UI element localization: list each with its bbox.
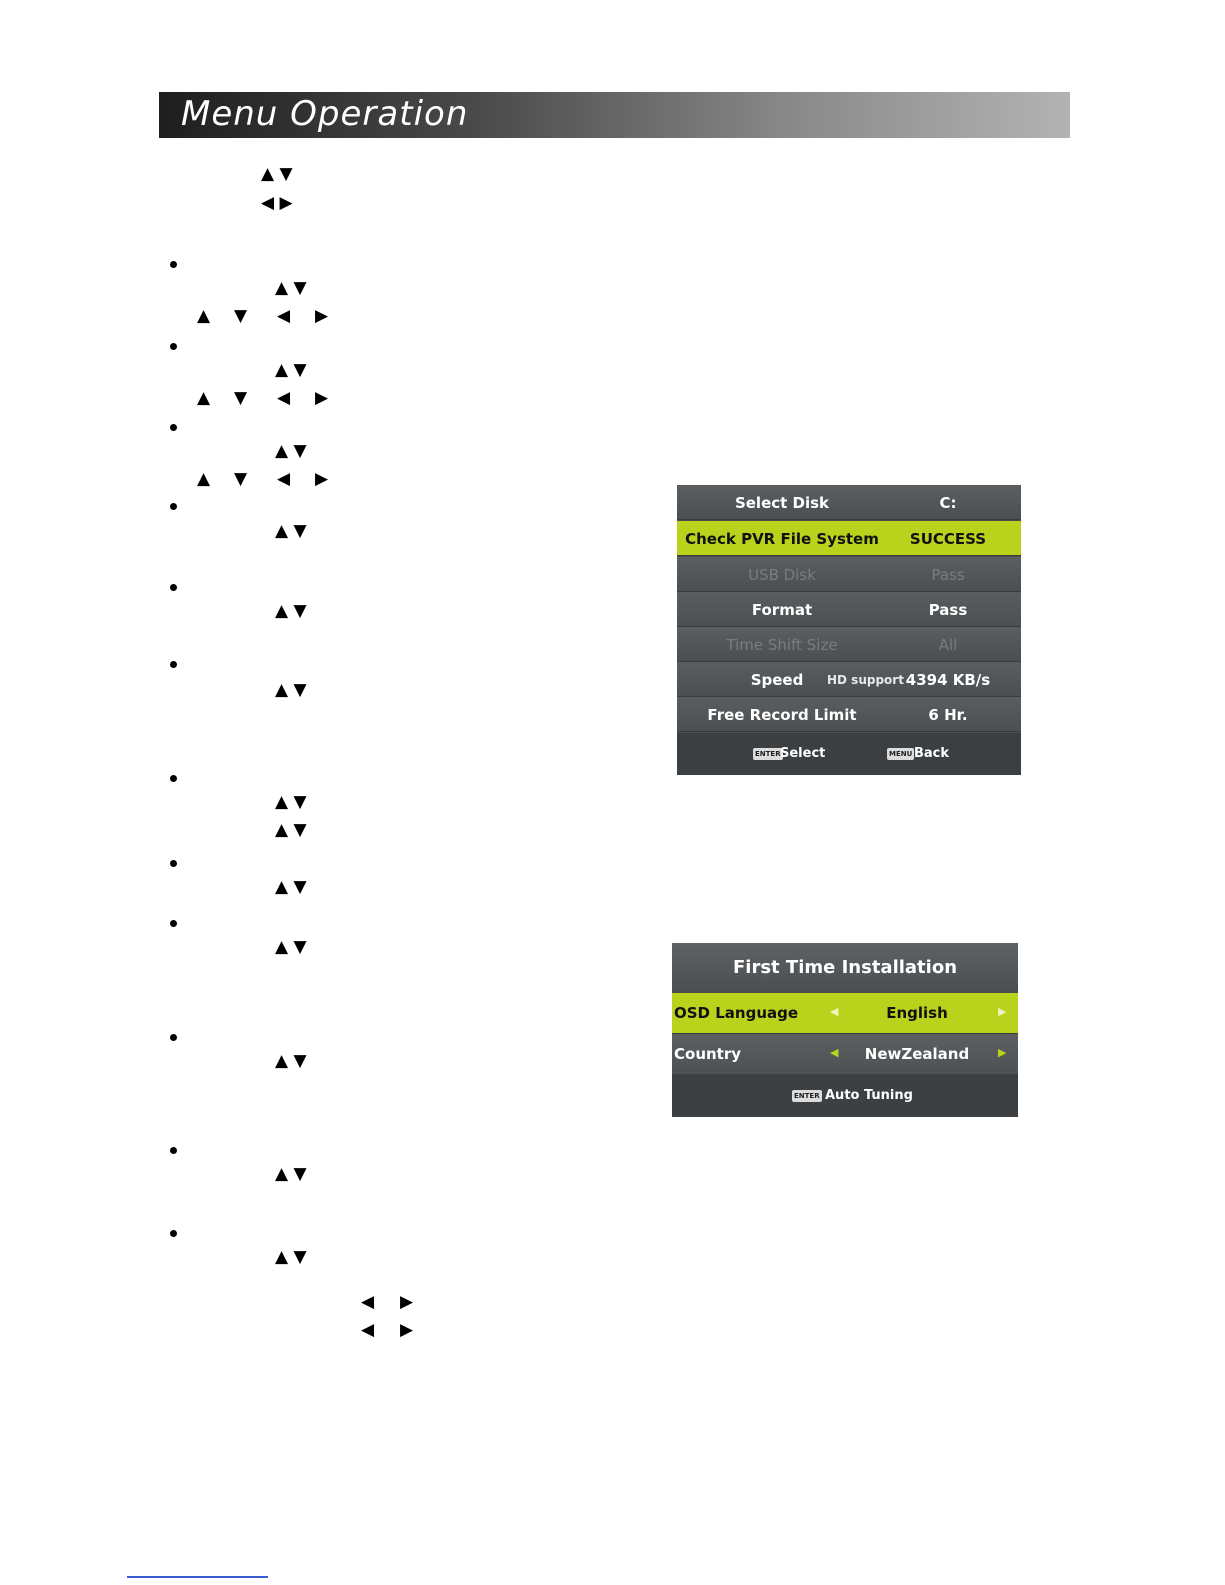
left-arrow-icon: ◀ <box>361 1292 375 1312</box>
pvr-row-label: USB Disk <box>748 566 816 584</box>
up-down-arrows-icon: ▲ ▼ <box>275 441 307 461</box>
up-arrow-icon: ▲ <box>197 388 211 408</box>
up-down-arrows-icon: ▲ ▼ <box>261 164 293 184</box>
bullet-icon <box>170 1230 177 1237</box>
fti-footer <box>672 1075 1018 1117</box>
up-down-arrows-icon: ▲ ▼ <box>275 521 307 541</box>
up-down-arrows-icon: ▲ ▼ <box>275 680 307 700</box>
select-hint: Select <box>780 746 826 761</box>
bullet-icon <box>170 584 177 591</box>
up-down-arrows-icon: ▲ ▼ <box>275 360 307 380</box>
up-down-arrows-icon: ▲ ▼ <box>275 601 307 621</box>
up-down-arrows-icon: ▲ ▼ <box>275 1164 307 1184</box>
pvr-row-format[interactable] <box>677 592 1021 627</box>
right-arrow-icon: ▶ <box>400 1320 414 1340</box>
bullet-icon <box>170 343 177 350</box>
enter-key-icon: ENTER <box>755 750 781 758</box>
left-arrow-icon[interactable]: ◀ <box>830 1005 839 1018</box>
pvr-row-check-file-system[interactable] <box>677 521 1021 556</box>
pvr-row-label: Time Shift Size <box>726 636 838 654</box>
pvr-row-speed[interactable] <box>677 662 1021 697</box>
left-right-arrows-icon: ◀ ▶ <box>261 193 293 213</box>
pvr-row-label: Format <box>751 601 813 619</box>
country-row[interactable] <box>672 1034 1018 1075</box>
bullet-icon <box>170 1147 177 1154</box>
up-down-arrows-icon: ▲ ▼ <box>275 937 307 957</box>
bullet-icon <box>170 661 177 668</box>
right-arrow-icon: ▶ <box>400 1292 414 1312</box>
pvr-row-label: Select Disk <box>734 494 830 512</box>
bullet-icon <box>170 920 177 927</box>
down-arrow-icon: ▼ <box>234 469 248 489</box>
pvr-row-label: Speed <box>750 671 804 689</box>
hd-support-tag: HD support <box>827 673 904 687</box>
up-down-arrows-icon: ▲ ▼ <box>275 792 307 812</box>
bullet-icon <box>170 860 177 867</box>
bullet-icon <box>170 424 177 431</box>
right-arrow-icon[interactable]: ▶ <box>998 1046 1007 1059</box>
section-header-banner <box>159 92 1070 138</box>
pvr-footer <box>677 733 1021 775</box>
pvr-row-free-record-limit[interactable] <box>677 697 1021 732</box>
right-arrow-icon: ▶ <box>315 306 329 326</box>
osd-language-label: OSD Language <box>674 1004 799 1022</box>
country-label: Country <box>674 1045 742 1063</box>
bullet-icon <box>170 503 177 510</box>
pvr-row-usb-disk <box>677 557 1021 592</box>
section-title: Menu Operation <box>181 94 469 134</box>
pvr-row-value: Pass <box>931 566 965 584</box>
up-down-arrows-icon: ▲ ▼ <box>275 877 307 897</box>
right-arrow-icon: ▶ <box>315 388 329 408</box>
country-value: NewZealand <box>864 1045 970 1063</box>
up-arrow-icon: ▲ <box>197 469 211 489</box>
pvr-row-value: 4394 KB/s <box>905 671 991 689</box>
menu-key-icon: MENU <box>889 750 913 758</box>
bullet-icon <box>170 775 177 782</box>
right-arrow-icon[interactable]: ▶ <box>998 1005 1007 1018</box>
down-arrow-icon: ▼ <box>234 306 248 326</box>
left-arrow-icon: ◀ <box>277 388 291 408</box>
right-arrow-icon: ▶ <box>315 469 329 489</box>
enter-key-icon: ENTER <box>794 1092 820 1100</box>
footer-link-underline <box>127 1576 268 1578</box>
pvr-row-label: Check PVR File System <box>685 530 879 548</box>
auto-tuning-hint: Auto Tuning <box>825 1088 913 1103</box>
bullet-icon <box>170 1034 177 1041</box>
panel-title: First Time Installation <box>672 943 1018 993</box>
pvr-row-time-shift-size <box>677 627 1021 662</box>
left-arrow-icon: ◀ <box>277 469 291 489</box>
up-down-arrows-icon: ▲ ▼ <box>275 1247 307 1267</box>
left-arrow-icon: ◀ <box>277 306 291 326</box>
first-time-installation-panel <box>672 943 1018 1117</box>
pvr-row-value: 6 Hr. <box>928 706 968 724</box>
osd-language-row[interactable] <box>672 993 1018 1034</box>
pvr-row-select-disk[interactable] <box>677 485 1021 520</box>
up-down-arrows-icon: ▲ ▼ <box>275 1051 307 1071</box>
down-arrow-icon: ▼ <box>234 388 248 408</box>
up-arrow-icon: ▲ <box>197 306 211 326</box>
pvr-row-value: SUCCESS <box>909 530 987 548</box>
pvr-file-system-panel <box>677 485 1021 775</box>
pvr-row-value: C: <box>939 494 957 512</box>
bullet-icon <box>170 261 177 268</box>
up-down-arrows-icon: ▲ ▼ <box>275 278 307 298</box>
pvr-row-label: Free Record Limit <box>707 706 857 724</box>
pvr-row-value: All <box>938 636 958 654</box>
back-hint: Back <box>914 746 950 761</box>
osd-language-value: English <box>886 1004 948 1022</box>
left-arrow-icon[interactable]: ◀ <box>830 1046 839 1059</box>
left-arrow-icon: ◀ <box>361 1320 375 1340</box>
up-down-arrows-icon: ▲ ▼ <box>275 820 307 840</box>
pvr-row-value: Pass <box>928 601 968 619</box>
